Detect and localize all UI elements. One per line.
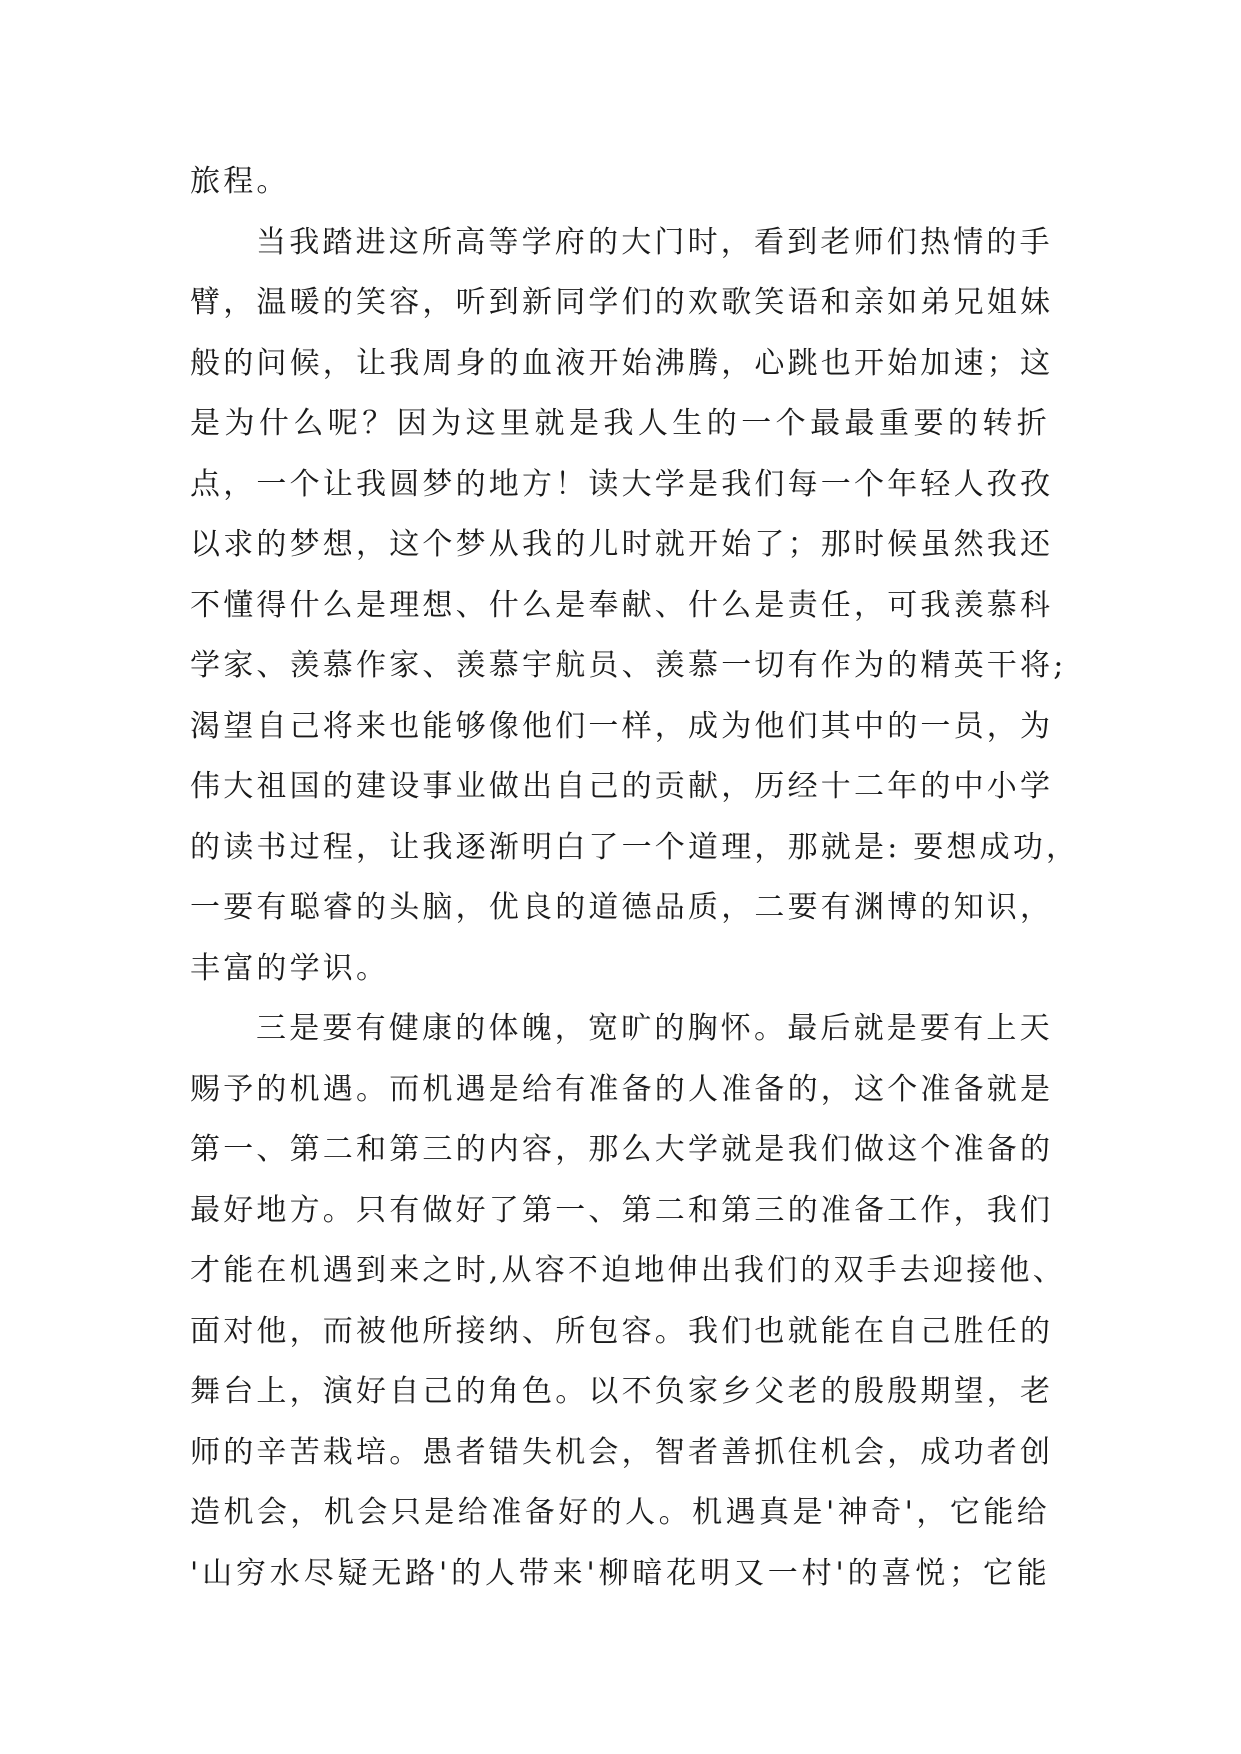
text-line: 面对他，而被他所接纳、所包容。我们也就能在自己胜任的	[190, 1313, 1054, 1349]
text-line: 不懂得什么是理想、什么是奉献、什么是责任，可我羡慕科	[190, 587, 1054, 623]
text-line: 丰富的学识。	[190, 950, 390, 986]
text-line: 师的辛苦栽培。愚者错失机会，智者善抓住机会，成功者创	[190, 1434, 1054, 1470]
paragraph-first-line: 三是要有健康的体魄，宽旷的胸怀。最后就是要有上天	[256, 1011, 1053, 1046]
text-line: 渴望自己将来也能够像他们一样，成为他们其中的一员，为	[190, 708, 1054, 744]
text-line: 学家、羡慕作家、羡慕宇航员、羡慕一切有作为的精英干将;	[190, 648, 1067, 683]
text-line: 是为什么呢？因为这里就是我人生的一个最最重要的转折	[190, 406, 1050, 441]
text-line: 一要有聪睿的头脑，优良的道德品质，二要有渊博的知识，	[190, 890, 1054, 925]
text-line: 第一、第二和第三的内容，那么大学就是我们做这个准备的	[190, 1132, 1054, 1167]
text-line: 旅程。	[190, 164, 290, 199]
text-line: 伟大祖国的建设事业做出自己的贡献，历经十二年的中小学	[190, 769, 1054, 804]
text-line: 造机会，机会只是给准备好的人。机遇真是'神奇'，它能给	[190, 1495, 1050, 1530]
text-line: '山穷水尽疑无路'的人带来'柳暗花明又一村'的喜悦；它能	[190, 1555, 1050, 1591]
text-line: 才能在机遇到来之时,从容不迫地伸出我们的双手去迎接他、	[190, 1253, 1066, 1288]
text-line: 以求的梦想，这个梦从我的儿时就开始了；那时候虽然我还	[190, 527, 1054, 562]
text-line: 赐予的机遇。而机遇是给有准备的人准备的，这个准备就是	[190, 1071, 1054, 1107]
text-line: 的读书过程，让我逐渐明白了一个道理，那就是: 要想成功，	[190, 829, 1080, 865]
text-line: 舞台上，演好自己的角色。以不负家乡父老的殷殷期望，老	[190, 1374, 1054, 1409]
text-line: 般的问候，让我周身的血液开始沸腾，心跳也开始加速；这	[190, 345, 1054, 381]
paragraph-first-line: 当我踏进这所高等学府的大门时，看到老师们热情的手	[256, 224, 1053, 260]
text-line: 点，一个让我圆梦的地方！读大学是我们每一个年轻人孜孜	[190, 466, 1054, 502]
text-line: 臂，温暖的笑容，听到新同学们的欢歌笑语和亲如弟兄姐妹	[190, 285, 1054, 320]
text-line: 最好地方。只有做好了第一、第二和第三的准备工作，我们	[190, 1192, 1054, 1228]
document-body	[190, 152, 1080, 1604]
